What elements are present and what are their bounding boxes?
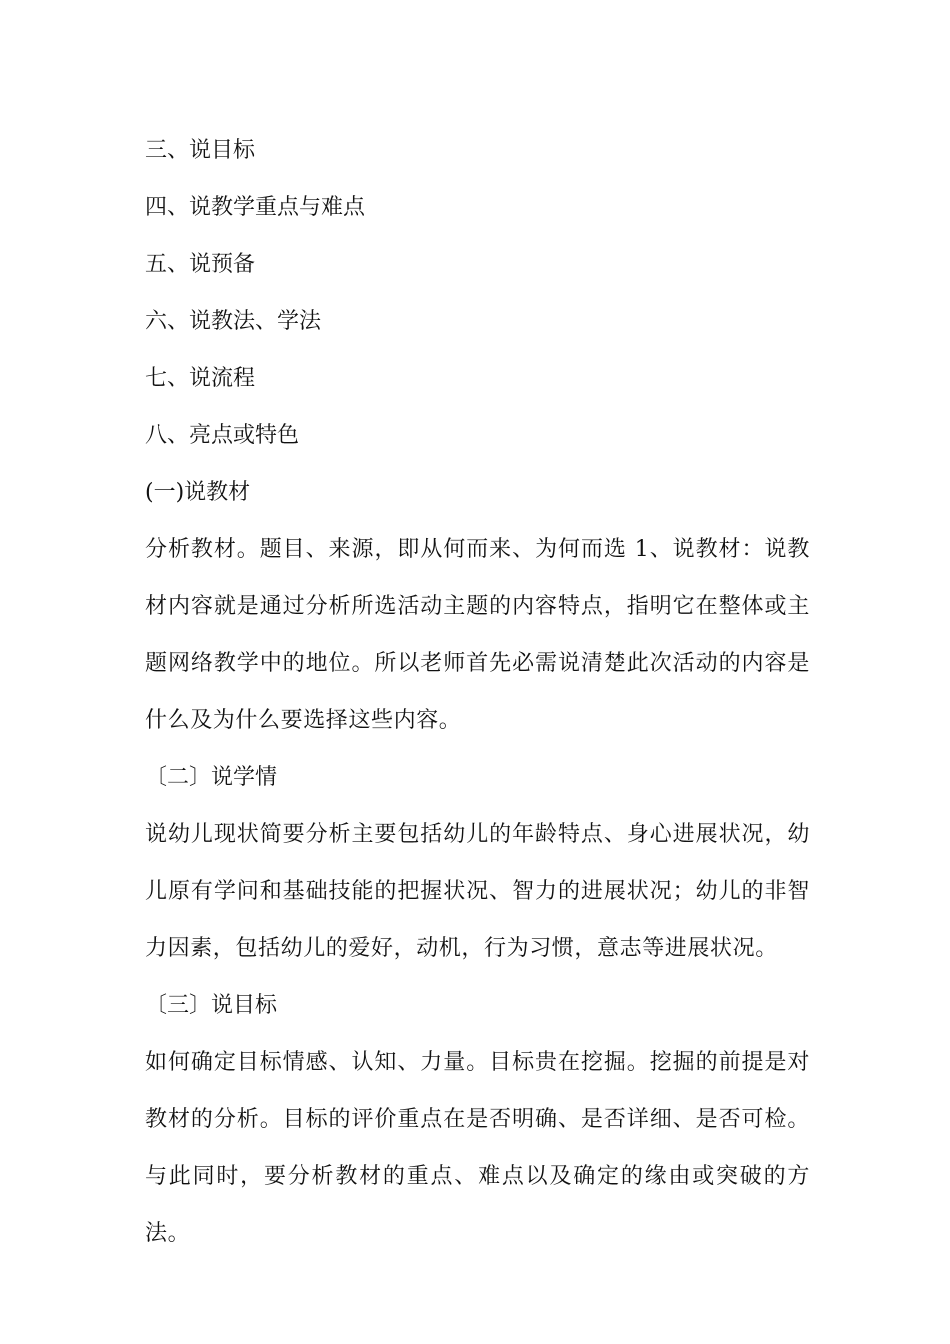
outline-item: 五、说预备 <box>145 252 256 277</box>
outline-item: 三、说目标 <box>145 138 256 163</box>
section-heading: 〔二〕说学情 <box>145 765 278 790</box>
section-paragraph: 说幼儿现状简要分析主要包括幼儿的年龄特点、身心进展状况，幼儿原有学问和基础技能的把握状况、智力的进展状况；幼儿的非智力因素，包括幼儿的爱好，动机，行为习惯，意志等进展状况。 <box>145 822 810 961</box>
section-heading: 〔三〕说目标 <box>145 993 278 1018</box>
document-body <box>145 122 810 1262</box>
outline-item: 四、说教学重点与难点 <box>145 195 366 220</box>
section-heading: (一)说教材 <box>145 480 251 505</box>
section-paragraph: 如何确定目标情感、认知、力量。目标贵在挖掘。挖掘的前提是对教材的分析。目标的评价重点在是否明确、是否详细、是否可检。与此同时，要分析教材的重点、难点以及确定的缘由或突破的方法。 <box>145 1050 810 1246</box>
outline-item: 八、亮点或特色 <box>145 423 300 448</box>
section-paragraph: 分析教材。题目、来源，即从何而来、为何而选 1、说教材：说教材内容就是通过分析所选活动主题的内容特点，指明它在整体或主题网络教学中的地位。所以老师首先必需说清楚此次活动的内容是什么及为什么要选择这些内容。 <box>145 537 810 733</box>
outline-item: 七、说流程 <box>145 366 256 391</box>
outline-item: 六、说教法、学法 <box>145 309 322 334</box>
